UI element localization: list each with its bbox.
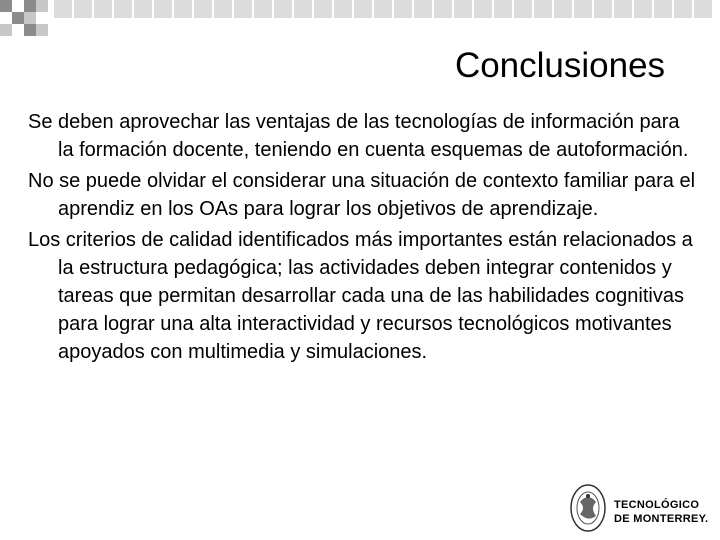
- tecnologico-de-monterrey-logo: [568, 480, 718, 536]
- logo-wordmark: [614, 498, 708, 526]
- logo-line-1: TECNOLÓGICO: [614, 499, 700, 511]
- logo-line-2: DE MONTERREY.: [614, 513, 709, 525]
- slide-title: Conclusiones: [454, 46, 666, 85]
- slide-body: [28, 108, 700, 369]
- conclusion-paragraph-3: Los criterios de calidad identificados más importantes están relacionados a la estructura pedagógica; las actividades deben integrar contenidos y tareas que permitan desarrollar cada una de las habilidades cognitivas para lograr una alta interactividad y recursos tecnológicos motivantes apoyados con multimedia y simulaciones.: [28, 229, 693, 363]
- decorative-square-pattern: [0, 0, 720, 40]
- conclusion-paragraph-2: No se puede olvidar el considerar una situación de contexto familiar para el aprendiz en los OAs para lograr los objetivos de aprendizaje.: [28, 170, 696, 220]
- conclusion-paragraph-1: Se deben aprovechar las ventajas de las tecnologías de información para la formación docente, teniendo en cuenta esquemas de autoformación.: [28, 111, 689, 161]
- seal-icon: [568, 482, 608, 534]
